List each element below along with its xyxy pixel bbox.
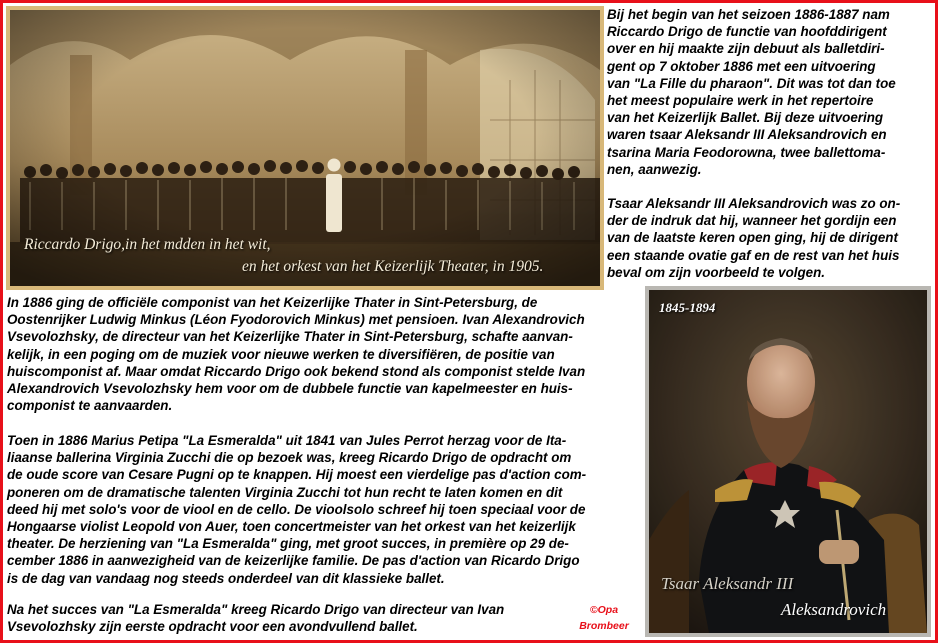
text-line: over en hij maakte zijn debuut als balletdiri- xyxy=(607,41,885,57)
text-line: het meest populaire werk in het repertoire xyxy=(607,93,874,109)
copyright-credit xyxy=(573,602,635,634)
text-line: van "La Fille du pharaon". Dit was tot dan toe xyxy=(607,75,896,91)
paragraph-commission xyxy=(7,601,504,635)
text-line: Vsevolozhsky, de directeur van het Keizerlijke Thater in Sint-Petersburg, schafte aanvan- xyxy=(7,329,573,345)
paragraph-minkus xyxy=(7,294,585,414)
text-line: nen, aanwezig. xyxy=(607,161,702,177)
text-line: Alexandrovich Vsevolozhsky hem voor om de dubbele functie van kapelmeester en huis- xyxy=(7,381,573,397)
paragraph-debut xyxy=(607,6,896,178)
text-line: cember 1886 in aanwezigheid van de keizerlijke familie. De pas d'action van Ricardo Drigo xyxy=(7,553,580,569)
text-line: Bij het begin van het seizoen 1886-1887 nam xyxy=(607,7,890,22)
text-line: Toen in 1886 Marius Petipa "La Esmeralda" uit 1841 van Jules Perrot herzag voor de Ita- xyxy=(7,433,567,448)
text-line: gent op 7 oktober 1886 met een uitvoering xyxy=(607,58,876,74)
orchestra-caption-line2: en het orkest van het Keizerlijk Theater, in 1905. xyxy=(242,258,544,275)
text-line: Hongaarse violist Leopold von Auer, toen concertmeister van het orkest van het keizerlijk xyxy=(7,519,576,535)
text-line: Riccardo Drigo de functie van hoofddirigent xyxy=(607,24,887,40)
text-line: Tsaar Aleksandr III Aleksandrovich was zo on- xyxy=(607,196,901,211)
text-line: de oude score van Cesare Pugni op te knappen. Hij moest een vierdelige pas d'action com- xyxy=(7,467,587,483)
text-line: huiscomponist af. Maar omdat Riccardo Drigo ook bekend stond als componist stelde Ivan xyxy=(7,363,586,379)
tsar-years-label: 1845-1894 xyxy=(659,300,716,315)
tsar-portrait xyxy=(645,286,931,637)
text-line: der de indruk dat hij, wanneer het gordijn een xyxy=(607,213,897,229)
text-line: van de laatste keren open ging, hij de dirigent xyxy=(607,230,898,246)
text-line: In 1886 ging de officiële componist van het Keizerlijke Thater in Sint-Petersburg, de xyxy=(7,295,538,310)
text-line: componist te aanvaarden. xyxy=(7,398,173,414)
text-line: poneren om de dramatische talenten Virginia Zucchi tot hun recht te laten komen en dit xyxy=(7,484,563,500)
text-line: theater. De herziening van "La Esmeralda" ging, met groot succes, in première op 29 de- xyxy=(7,536,569,552)
orchestra-caption-line1: Riccardo Drigo,in het mdden in het wit, xyxy=(24,236,271,253)
text-line: een staande ovatie gaf en de rest van het huis xyxy=(607,247,900,263)
tsar-caption-line1: Tsaar Aleksandr III xyxy=(661,574,794,593)
text-line: Vsevolozhsky zijn eerste opdracht voor een avondvullend ballet. xyxy=(7,619,418,635)
text-line: tsarina Maria Feodorowna, twee ballettoma- xyxy=(607,144,886,160)
credit-line2: Brombeer xyxy=(579,620,629,632)
text-line: van het Keizerlijk Ballet. Bij deze uitvoering xyxy=(607,110,884,126)
tsar-caption-line2: Aleksandrovich xyxy=(781,600,887,619)
text-line: Oostenrijker Ludwig Minkus (Léon Fyodorovich Minkus) met pensioen. Ivan Alexandrovich xyxy=(7,312,585,328)
text-line: liaanse ballerina Virginia Zucchi die op bezoek was, kreeg Ricardo Drigo de opdracht om xyxy=(7,450,572,466)
credit-line1: ©Opa xyxy=(589,604,619,616)
paragraph-esmeralda xyxy=(7,432,586,587)
text-line: is de dag van vandaag nog steeds onderdeel van dit klassieke ballet. xyxy=(7,570,445,586)
orchestra-photo xyxy=(6,6,604,290)
text-line: kelijk, in een poging om de muziek voor nieuwe werken te diversifiëren, de positie van xyxy=(7,346,555,362)
paragraph-ovation xyxy=(607,195,900,281)
text-line: beval om zijn voorbeeld te volgen. xyxy=(607,264,826,280)
text-line: Na het succes van "La Esmeralda" kreeg Ricardo Drigo van directeur van Ivan xyxy=(7,602,505,617)
text-line: deed hij met solo's voor de viool en de cello. De vioolsolo schreef hij toen speciaal voor de xyxy=(7,501,586,517)
text-line: waren tsaar Aleksandr III Aleksandrovich en xyxy=(607,127,887,143)
